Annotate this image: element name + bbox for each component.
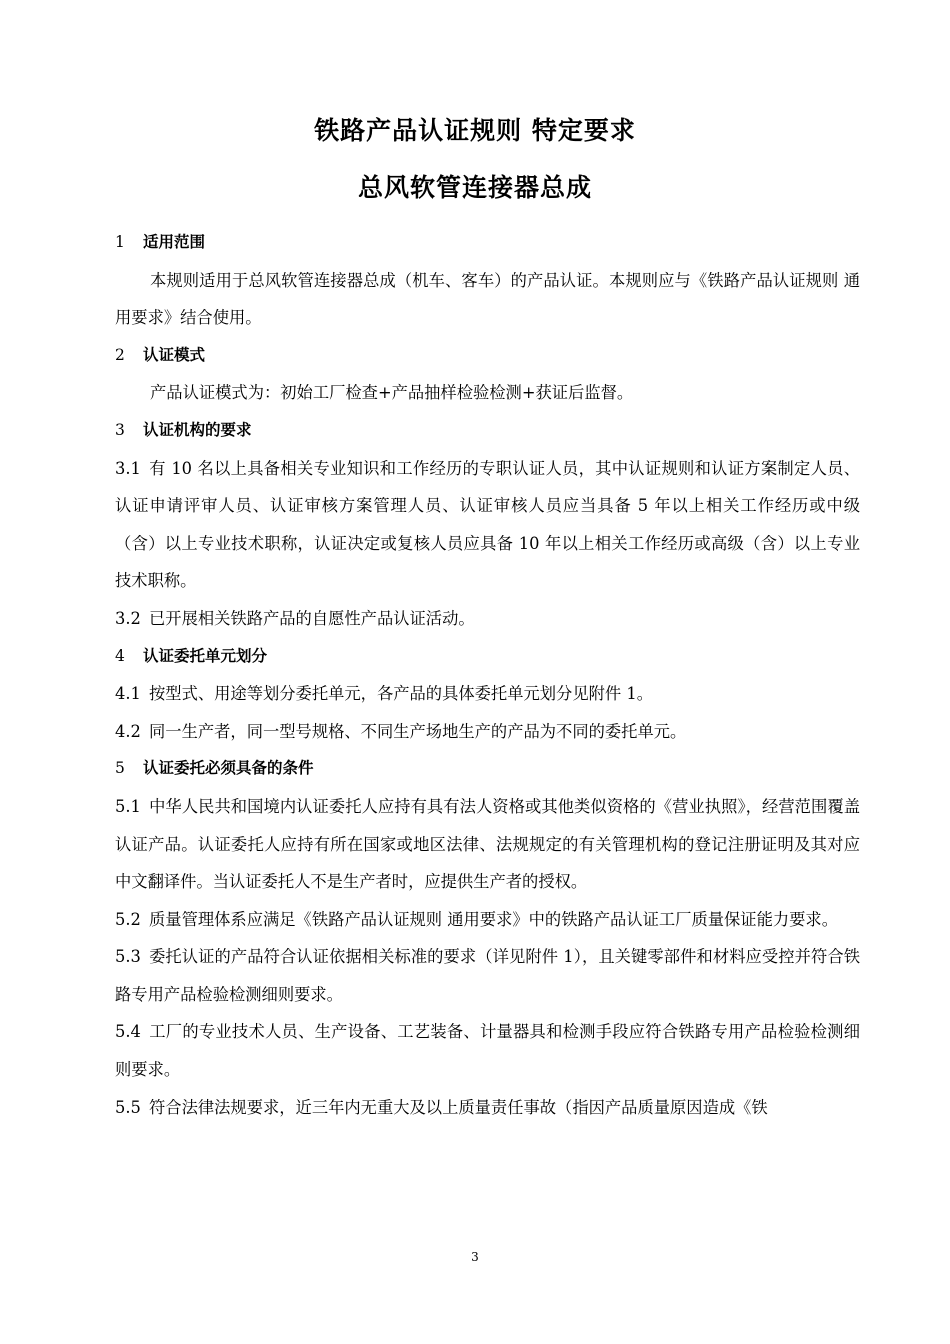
clause-item: 5.1 中华人民共和国境内认证委托人应持有具有法人资格或其他类似资格的《营业执照》，经营范围覆盖认证产品。认证委托人应持有所在国家或地区法律、法规规定的有关管理机构的登记注册证明及其对应中文翻译件。当认证委托人不是生产者时，应提供生产者的授权。 xyxy=(115,796,860,892)
clause-item: 5.4 工厂的专业技术人员、生产设备、工艺装备、计量器具和检测手段应符合铁路专用产品检验检测细则要求。 xyxy=(115,1022,860,1080)
clause-item: 4.2 同一生产者，同一型号规格、不同生产场地生产的产品为不同的委托单元。 xyxy=(115,721,687,741)
clause-item: 3.2 已开展相关铁路产品的自愿性产品认证活动。 xyxy=(115,608,475,628)
section-heading: 5 认证委托必须具备的条件 xyxy=(115,759,314,778)
section-heading: 2 认证模式 xyxy=(115,345,206,364)
section-heading: 1 适用范围 xyxy=(115,233,206,251)
document-title: 铁路产品认证规则 特定要求 xyxy=(314,116,636,145)
document-subtitle: 总风软管连接器总成 xyxy=(357,173,592,202)
section-heading: 4 认证委托单元划分 xyxy=(115,646,268,665)
document-body xyxy=(115,224,860,1126)
section-paragraph: 产品认证模式为：初始工厂检查+产品抽样检验检测+获证后监督。 xyxy=(150,383,634,403)
clause-item: 3.1 有 10 名以上具备相关专业知识和工作经历的专职认证人员，其中认证规则和认证方案制定人员、认证申请评审人员、认证审核方案管理人员、认证审核人员应当具备 5 年以上相关工作经历或中级（含）以上专业技术职称，认证决定或复核人员应具备 10 年以上相关工作经历或高级（含）以上专业技术职称。 xyxy=(115,458,860,591)
section-paragraph: 本规则适用于总风软管连接器总成（机车、客车）的产品认证。本规则应与《铁路产品认证规则 通用要求》结合使用。 xyxy=(115,270,860,328)
clause-item: 5.3 委托认证的产品符合认证依据相关标准的要求（详见附件 1），且关键零部件和材料应受控并符合铁路专用产品检验检测细则要求。 xyxy=(115,947,860,1004)
clause-item: 4.1 按型式、用途等划分委托单元，各产品的具体委托单元划分见附件 1。 xyxy=(115,684,653,704)
clause-item: 5.2 质量管理体系应满足《铁路产品认证规则 通用要求》中的铁路产品认证工厂质量保证能力要求。 xyxy=(115,909,838,929)
page-number: 3 xyxy=(471,1250,479,1264)
section-heading: 3 认证机构的要求 xyxy=(115,420,252,439)
clause-item: 5.5 符合法律法规要求，近三年内无重大及以上质量责任事故（指因产品质量原因造成《铁 xyxy=(115,1097,768,1117)
